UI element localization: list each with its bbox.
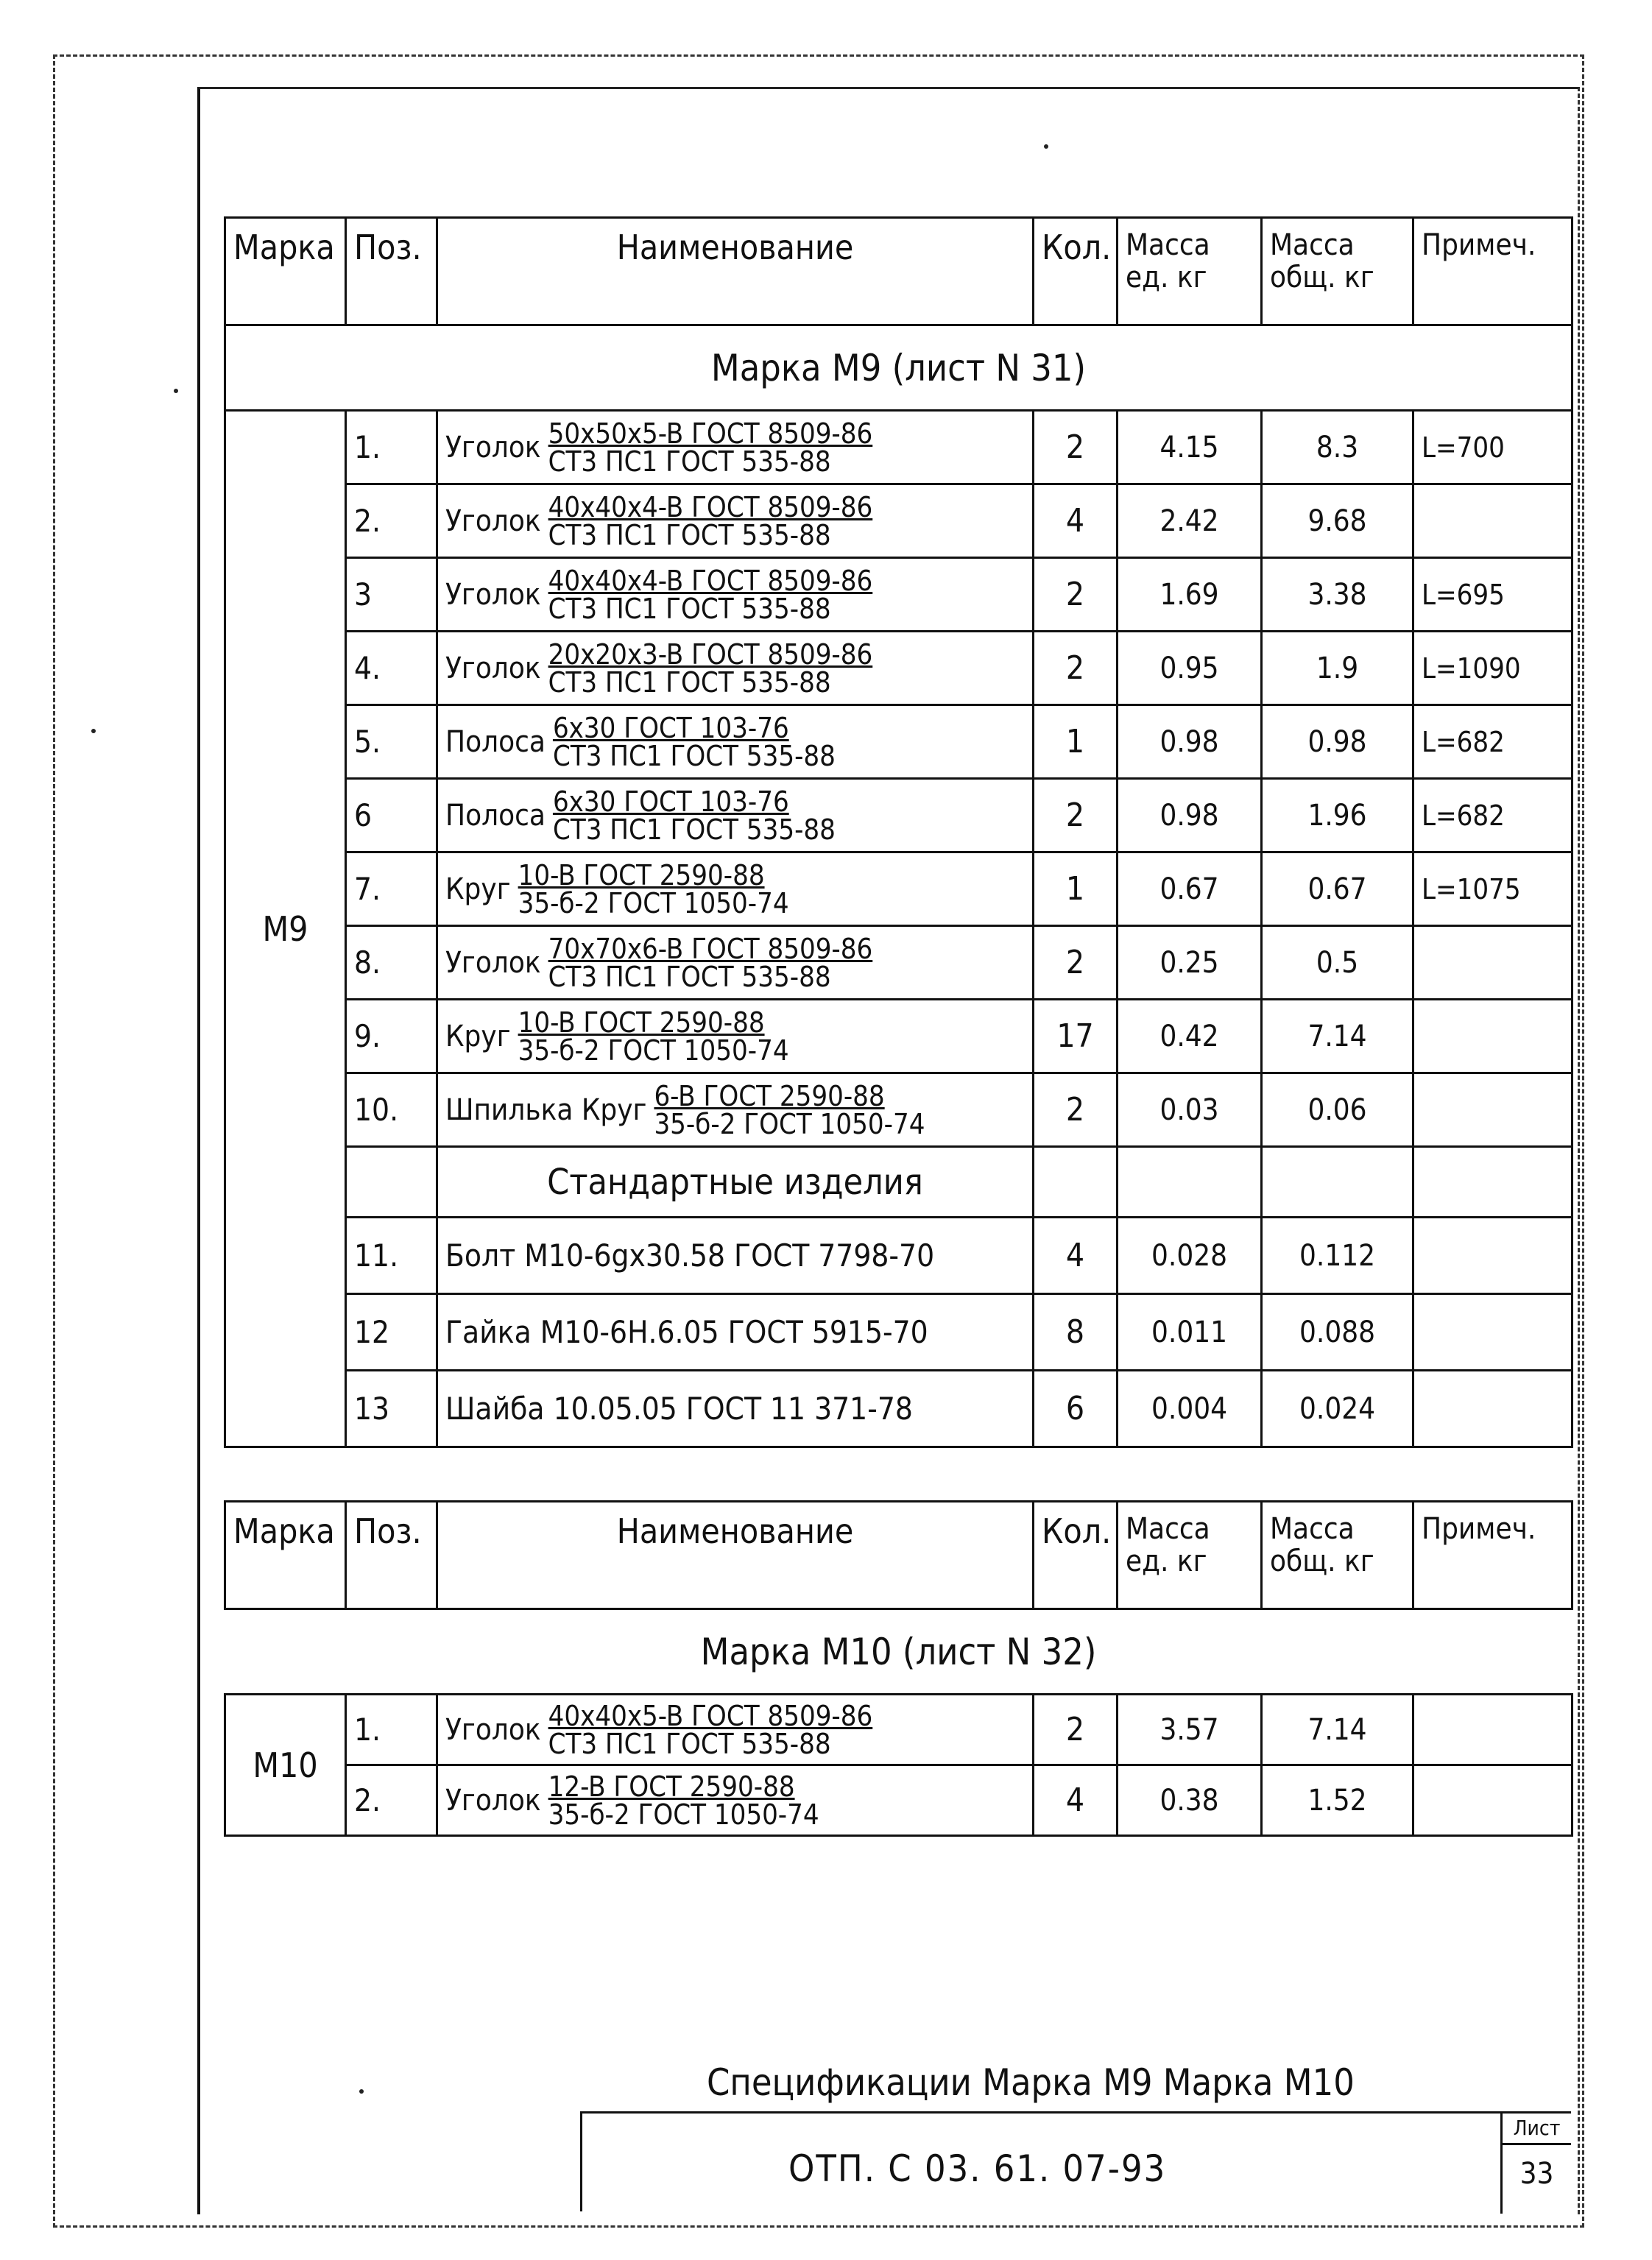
item-name: Уголок: [445, 945, 541, 980]
header-name: Наименование: [437, 218, 1034, 325]
standard-line-2: 35-б-2 ГОСТ 1050-74: [548, 1798, 819, 1831]
standard-line-1: 10-B ГОСТ 2590-88: [518, 1006, 765, 1039]
mass-unit-cell: 0.004: [1118, 1371, 1262, 1447]
pos-cell: 10.: [346, 1073, 437, 1147]
note-cell: [1413, 1000, 1572, 1073]
item-standard: [548, 638, 873, 699]
standard-line-1: 40x40x4-B ГОСТ 8509-86: [548, 564, 873, 597]
mass-unit-cell: 0.67: [1118, 852, 1262, 926]
header-mass-unit: Масса ед. кг: [1118, 218, 1262, 325]
standard-line-2: СТ3 ПС1 ГОСТ 535-88: [548, 445, 831, 478]
standard-line-1: 40x40x4-B ГОСТ 8509-86: [548, 490, 873, 523]
item-standard: [548, 564, 873, 625]
header-mass-total: Масса общ. кг: [1262, 1502, 1413, 1609]
note-cell: [1413, 1371, 1572, 1447]
item-standard: [548, 1699, 873, 1760]
header-pos: Поз.: [346, 1502, 437, 1609]
qty-cell: 2: [1034, 558, 1118, 632]
mass-unit-cell: 2.42: [1118, 484, 1262, 558]
table-row: [225, 1765, 1572, 1836]
header-mass-unit: Масса ед. кг: [1118, 1502, 1262, 1609]
standard-line-1: 20x20x3-B ГОСТ 8509-86: [548, 638, 873, 671]
item-name: Уголок: [445, 1712, 541, 1747]
item-standard: [518, 858, 789, 919]
item-name: Полоса: [445, 724, 546, 759]
table-title-m10: Марка М10 (лист N 32): [225, 1609, 1572, 1695]
item-standard: [548, 1770, 819, 1831]
mass-total-cell: 0.5: [1262, 926, 1413, 1000]
note-cell: L=700: [1413, 411, 1572, 484]
table-row: [225, 1294, 1572, 1371]
standard-line-2: СТ3 ПС1 ГОСТ 535-88: [548, 960, 831, 993]
empty-cell: [1413, 1147, 1572, 1218]
table-row: [225, 1371, 1572, 1447]
note-cell: [1413, 1218, 1572, 1294]
name-cell: [437, 1695, 1034, 1765]
name-cell: [437, 411, 1034, 484]
name-cell: [437, 484, 1034, 558]
header-name: Наименование: [437, 1502, 1034, 1609]
name-cell: [437, 926, 1034, 1000]
mass-total-cell: 3.38: [1262, 558, 1413, 632]
pos-cell: 12: [346, 1294, 437, 1371]
standard-line-1: 70x70x6-B ГОСТ 8509-86: [548, 932, 873, 965]
mass-unit-cell: 1.69: [1118, 558, 1262, 632]
mass-total-cell: 0.112: [1262, 1218, 1413, 1294]
standard-line-2: СТ3 ПС1 ГОСТ 535-88: [548, 592, 831, 625]
sheet-caption: Спецификации Марка М9 Марка М10: [707, 2061, 1355, 2104]
note-cell: [1413, 926, 1572, 1000]
mass-unit-cell: 0.95: [1118, 632, 1262, 705]
name-cell: [437, 1000, 1034, 1073]
pos-cell: 9.: [346, 1000, 437, 1073]
name-cell: Шайба 10.05.05 ГОСТ 11 371-78: [437, 1371, 1034, 1447]
item-name: Уголок: [445, 577, 541, 612]
scan-speck: [91, 729, 96, 733]
table-row: [225, 779, 1572, 852]
standard-line-2: СТ3 ПС1 ГОСТ 535-88: [548, 1727, 831, 1760]
table-title-m9: Марка М9 (лист N 31): [225, 325, 1572, 411]
name-cell: [437, 632, 1034, 705]
mark-cell: М9: [225, 411, 346, 1447]
qty-cell: 2: [1034, 779, 1118, 852]
item-name: Уголок: [445, 651, 541, 685]
mass-total-cell: 0.088: [1262, 1294, 1413, 1371]
mark-cell: М10: [225, 1695, 346, 1836]
qty-cell: 2: [1034, 926, 1118, 1000]
pos-cell: 11.: [346, 1218, 437, 1294]
pos-cell: 6: [346, 779, 437, 852]
name-cell: [437, 558, 1034, 632]
mass-total-cell: 0.06: [1262, 1073, 1413, 1147]
mass-total-cell: 8.3: [1262, 411, 1413, 484]
title-block: [580, 2111, 1571, 2211]
table-row: [225, 1695, 1572, 1765]
mass-total-cell: 7.14: [1262, 1000, 1413, 1073]
item-name: Уголок: [445, 430, 541, 465]
mass-unit-cell: 3.57: [1118, 1695, 1262, 1765]
item-name: Уголок: [445, 504, 541, 538]
scan-speck: [359, 2089, 364, 2094]
standard-items-title: Стандартные изделия: [437, 1147, 1034, 1218]
mass-unit-cell: 0.03: [1118, 1073, 1262, 1147]
item-standard: [552, 711, 836, 772]
standard-line-1: 6x30 ГОСТ 103-76: [552, 711, 789, 744]
standard-line-2: СТ3 ПС1 ГОСТ 535-88: [552, 813, 836, 846]
header-qty: Кол.: [1034, 1502, 1118, 1609]
qty-cell: 2: [1034, 411, 1118, 484]
pos-cell: 8.: [346, 926, 437, 1000]
mass-unit-cell: 0.98: [1118, 705, 1262, 779]
mass-unit-cell: 0.42: [1118, 1000, 1262, 1073]
qty-cell: 8: [1034, 1294, 1118, 1371]
note-cell: [1413, 1695, 1572, 1765]
qty-cell: 4: [1034, 1765, 1118, 1836]
header-pos: Поз.: [346, 218, 437, 325]
mass-total-cell: 0.67: [1262, 852, 1413, 926]
note-cell: [1413, 484, 1572, 558]
document-code: ОТП. С 03. 61. 07-93: [788, 2147, 1167, 2190]
table-row: [225, 484, 1572, 558]
pos-cell-empty: [346, 1147, 437, 1218]
standard-line-1: 6-B ГОСТ 2590-88: [654, 1079, 885, 1112]
pos-cell: 7.: [346, 852, 437, 926]
qty-cell: 2: [1034, 632, 1118, 705]
table-row: [225, 1218, 1572, 1294]
item-standard: [654, 1079, 925, 1140]
mass-total-cell: 0.024: [1262, 1371, 1413, 1447]
qty-cell: 17: [1034, 1000, 1118, 1073]
name-cell: [437, 852, 1034, 926]
note-cell: L=1075: [1413, 852, 1572, 926]
item-standard: [548, 490, 873, 551]
note-cell: [1413, 1073, 1572, 1147]
mass-unit-cell: 4.15: [1118, 411, 1262, 484]
table-row: [225, 1000, 1572, 1073]
qty-cell: 1: [1034, 705, 1118, 779]
item-standard: [548, 417, 873, 478]
item-name: Шпилька Круг: [445, 1092, 647, 1127]
qty-cell: 4: [1034, 1218, 1118, 1294]
table-row: [225, 632, 1572, 705]
spec-table-m10: [224, 1500, 1573, 1837]
standard-line-1: 40x40x5-B ГОСТ 8509-86: [548, 1699, 873, 1732]
header-qty: Кол.: [1034, 218, 1118, 325]
standard-line-2: СТ3 ПС1 ГОСТ 535-88: [552, 739, 836, 772]
mass-total-cell: 1.96: [1262, 779, 1413, 852]
item-standard: [548, 932, 873, 993]
table-row: [225, 411, 1572, 484]
item-name: Круг: [445, 872, 511, 906]
header-note: Примеч.: [1413, 1502, 1572, 1609]
standard-line-1: 6x30 ГОСТ 103-76: [552, 785, 789, 818]
pos-cell: 2.: [346, 484, 437, 558]
empty-cell: [1034, 1147, 1118, 1218]
standard-line-1: 10-B ГОСТ 2590-88: [518, 858, 765, 891]
pos-cell: 4.: [346, 632, 437, 705]
pos-cell: 1.: [346, 411, 437, 484]
qty-cell: 2: [1034, 1695, 1118, 1765]
note-cell: L=682: [1413, 705, 1572, 779]
item-standard: [552, 785, 836, 846]
table-row: [225, 852, 1572, 926]
pos-cell: 13: [346, 1371, 437, 1447]
table-row: [225, 1073, 1572, 1147]
name-cell: [437, 705, 1034, 779]
mass-total-cell: 9.68: [1262, 484, 1413, 558]
qty-cell: 2: [1034, 1073, 1118, 1147]
standard-line-1: 50x50x5-B ГОСТ 8509-86: [548, 417, 873, 450]
empty-cell: [1118, 1147, 1262, 1218]
item-name: Полоса: [445, 798, 546, 833]
mass-total-cell: 0.98: [1262, 705, 1413, 779]
mass-total-cell: 1.9: [1262, 632, 1413, 705]
standard-line-1: 12-B ГОСТ 2590-88: [548, 1770, 795, 1803]
mass-total-cell: 1.52: [1262, 1765, 1413, 1836]
table-row: [225, 926, 1572, 1000]
mass-unit-cell: 0.25: [1118, 926, 1262, 1000]
header-mark: Марка: [225, 218, 346, 325]
pos-cell: 1.: [346, 1695, 437, 1765]
qty-cell: 1: [1034, 852, 1118, 926]
item-name: Круг: [445, 1019, 511, 1053]
note-cell: L=682: [1413, 779, 1572, 852]
sheet-number: 33: [1519, 2157, 1554, 2191]
mass-unit-cell: 0.028: [1118, 1218, 1262, 1294]
note-cell: [1413, 1765, 1572, 1836]
mass-total-cell: 7.14: [1262, 1695, 1413, 1765]
name-cell: [437, 779, 1034, 852]
scan-speck: [174, 389, 178, 393]
header-note: Примеч.: [1413, 218, 1572, 325]
qty-cell: 4: [1034, 484, 1118, 558]
spec-table-m9: [224, 216, 1573, 1448]
header-mass-total: Масса общ. кг: [1262, 218, 1413, 325]
empty-cell: [1262, 1147, 1413, 1218]
scan-speck: [1044, 144, 1048, 149]
header-mark: Марка: [225, 1502, 346, 1609]
pos-cell: 2.: [346, 1765, 437, 1836]
name-cell: [437, 1073, 1034, 1147]
mass-unit-cell: 0.011: [1118, 1294, 1262, 1371]
standard-line-2: СТ3 ПС1 ГОСТ 535-88: [548, 518, 831, 551]
note-cell: L=1090: [1413, 632, 1572, 705]
mass-unit-cell: 0.98: [1118, 779, 1262, 852]
pos-cell: 5.: [346, 705, 437, 779]
qty-cell: 6: [1034, 1371, 1118, 1447]
note-cell: L=695: [1413, 558, 1572, 632]
pos-cell: 3: [346, 558, 437, 632]
mass-unit-cell: 0.38: [1118, 1765, 1262, 1836]
note-cell: [1413, 1294, 1572, 1371]
name-cell: Гайка М10-6Н.6.05 ГОСТ 5915-70: [437, 1294, 1034, 1371]
name-cell: Болт М10-6gx30.58 ГОСТ 7798-70: [437, 1218, 1034, 1294]
table-row: [225, 558, 1572, 632]
standard-line-2: СТ3 ПС1 ГОСТ 535-88: [548, 665, 831, 699]
standard-line-2: 35-б-2 ГОСТ 1050-74: [518, 1034, 789, 1067]
section-row: [225, 1147, 1572, 1218]
sheet-number-box: [1500, 2114, 1571, 2214]
standard-line-2: 35-б-2 ГОСТ 1050-74: [518, 886, 789, 919]
table-row: [225, 705, 1572, 779]
standard-line-2: 35-б-2 ГОСТ 1050-74: [654, 1107, 925, 1140]
name-cell: [437, 1765, 1034, 1836]
sheet-label: Лист: [1503, 2114, 1571, 2145]
item-standard: [518, 1006, 789, 1067]
item-name: Уголок: [445, 1783, 541, 1818]
